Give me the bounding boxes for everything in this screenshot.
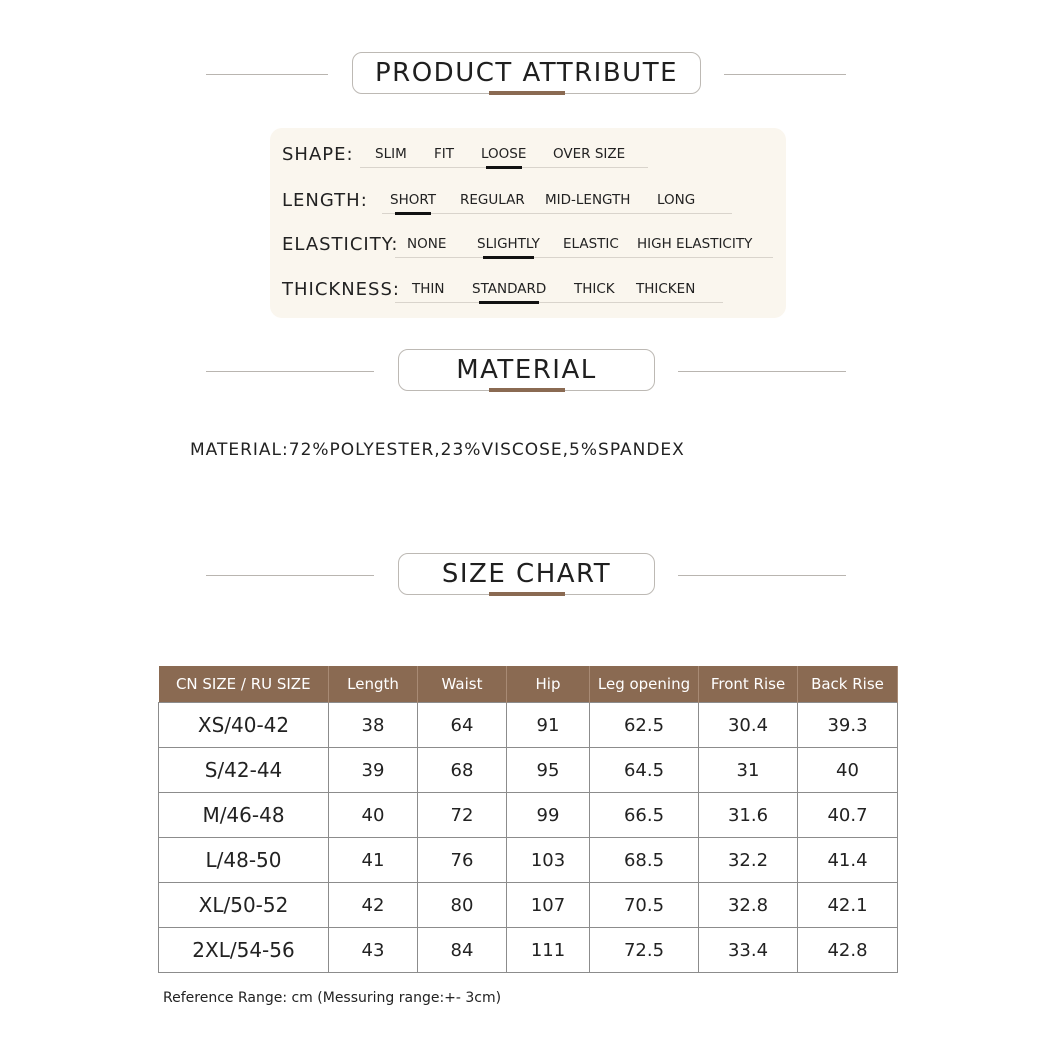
material-composition (190, 440, 685, 460)
size-chart-table (158, 666, 898, 973)
option-loose-selected: LOOSE (481, 146, 527, 162)
cell-leg-opening: 72.5 (590, 928, 699, 973)
option-standard-selected: STANDARD (472, 281, 547, 297)
table-row (159, 703, 898, 748)
cell-hip: 99 (507, 793, 590, 838)
cell-waist: 76 (418, 838, 507, 883)
cell-front-rise: 31.6 (699, 793, 798, 838)
material-title-pill (398, 349, 655, 391)
divider-right (724, 74, 846, 75)
cell-leg-opening: 62.5 (590, 703, 699, 748)
cell-back-rise: 41.4 (798, 838, 898, 883)
material-title: MATERIAL (456, 355, 597, 385)
divider-right (678, 371, 846, 372)
table-row (159, 748, 898, 793)
option-thin: THIN (412, 281, 445, 297)
cell-size: 2XL/54-56 (159, 928, 329, 973)
option-mid-length: MID-LENGTH (545, 192, 631, 208)
size-chart-title-pill (398, 553, 655, 595)
cell-waist: 68 (418, 748, 507, 793)
attribute-row-shape (270, 140, 786, 170)
cell-length: 43 (329, 928, 418, 973)
cell-back-rise: 40 (798, 748, 898, 793)
cell-hip: 111 (507, 928, 590, 973)
title-accent-bar (489, 592, 565, 596)
option-high-elasticity: HIGH ELASTICITY (637, 236, 753, 252)
option-short-selected: SHORT (390, 192, 436, 208)
option-over-size: OVER SIZE (553, 146, 626, 162)
cell-back-rise: 39.3 (798, 703, 898, 748)
cell-front-rise: 33.4 (699, 928, 798, 973)
cell-waist: 84 (418, 928, 507, 973)
option-elastic: ELASTIC (563, 236, 619, 252)
cell-hip: 107 (507, 883, 590, 928)
cell-front-rise: 30.4 (699, 703, 798, 748)
cell-size: M/46-48 (159, 793, 329, 838)
product-attribute-title: PRODUCT ATTRIBUTE (374, 58, 679, 88)
header-waist: Waist (418, 666, 507, 703)
attribute-label: LENGTH: (282, 190, 368, 211)
attribute-underline (395, 257, 773, 258)
divider-left (206, 74, 328, 75)
attribute-underline (395, 302, 723, 303)
size-chart-title: SIZE CHART (441, 559, 612, 589)
size-chart-header (0, 553, 1054, 599)
cell-waist: 64 (418, 703, 507, 748)
divider-left (206, 575, 374, 576)
header-front-rise: Front Rise (699, 666, 798, 703)
cell-leg-opening: 66.5 (590, 793, 699, 838)
header-back-rise: Back Rise (798, 666, 898, 703)
header-cn-ru-size: CN SIZE / RU SIZE (159, 666, 329, 703)
cell-leg-opening: 64.5 (590, 748, 699, 793)
attribute-row-thickness (270, 275, 786, 305)
cell-length: 38 (329, 703, 418, 748)
cell-hip: 95 (507, 748, 590, 793)
table-row (159, 928, 898, 973)
attribute-underline (382, 213, 732, 214)
cell-front-rise: 31 (699, 748, 798, 793)
option-slightly-selected: SLIGHTLY (477, 236, 540, 252)
reference-range-note: Reference Range: cm (Messuring range:+- 3cm) (163, 990, 502, 1006)
cell-size: XS/40-42 (159, 703, 329, 748)
table-row (159, 793, 898, 838)
cell-back-rise: 40.7 (798, 793, 898, 838)
cell-waist: 72 (418, 793, 507, 838)
option-long: LONG (657, 192, 696, 208)
option-fit: FIT (434, 146, 454, 162)
cell-back-rise: 42.8 (798, 928, 898, 973)
cell-hip: 91 (507, 703, 590, 748)
title-accent-bar (489, 91, 565, 95)
material-value: 72%POLYESTER,23%VISCOSE,5%SPANDEX (288, 440, 685, 460)
header-length: Length (329, 666, 418, 703)
option-slim: SLIM (375, 146, 407, 162)
cell-leg-opening: 68.5 (590, 838, 699, 883)
cell-size: S/42-44 (159, 748, 329, 793)
divider-right (678, 575, 846, 576)
attribute-label: THICKNESS: (282, 279, 400, 300)
cell-front-rise: 32.2 (699, 838, 798, 883)
table-row (159, 883, 898, 928)
cell-length: 40 (329, 793, 418, 838)
attribute-label: ELASTICITY: (282, 234, 399, 255)
product-attribute-header (0, 52, 1054, 98)
material-header (0, 349, 1054, 395)
header-hip: Hip (507, 666, 590, 703)
cell-back-rise: 42.1 (798, 883, 898, 928)
cell-length: 41 (329, 838, 418, 883)
cell-waist: 80 (418, 883, 507, 928)
product-attribute-title-pill (352, 52, 701, 94)
cell-size: XL/50-52 (159, 883, 329, 928)
attribute-panel (270, 128, 786, 318)
attribute-row-length (270, 186, 786, 216)
option-regular: REGULAR (460, 192, 525, 208)
option-thick: THICK (574, 281, 615, 297)
attribute-label: SHAPE: (282, 144, 354, 165)
cell-front-rise: 32.8 (699, 883, 798, 928)
table-row (159, 838, 898, 883)
cell-leg-opening: 70.5 (590, 883, 699, 928)
cell-size: L/48-50 (159, 838, 329, 883)
title-accent-bar (489, 388, 565, 392)
cell-hip: 103 (507, 838, 590, 883)
cell-length: 42 (329, 883, 418, 928)
header-leg-opening: Leg opening (590, 666, 699, 703)
option-thicken: THICKEN (636, 281, 696, 297)
attribute-row-elasticity (270, 230, 786, 260)
cell-length: 39 (329, 748, 418, 793)
option-none: NONE (407, 236, 447, 252)
material-label: MATERIAL: (190, 440, 289, 460)
table-header-row (159, 666, 898, 703)
divider-left (206, 371, 374, 372)
